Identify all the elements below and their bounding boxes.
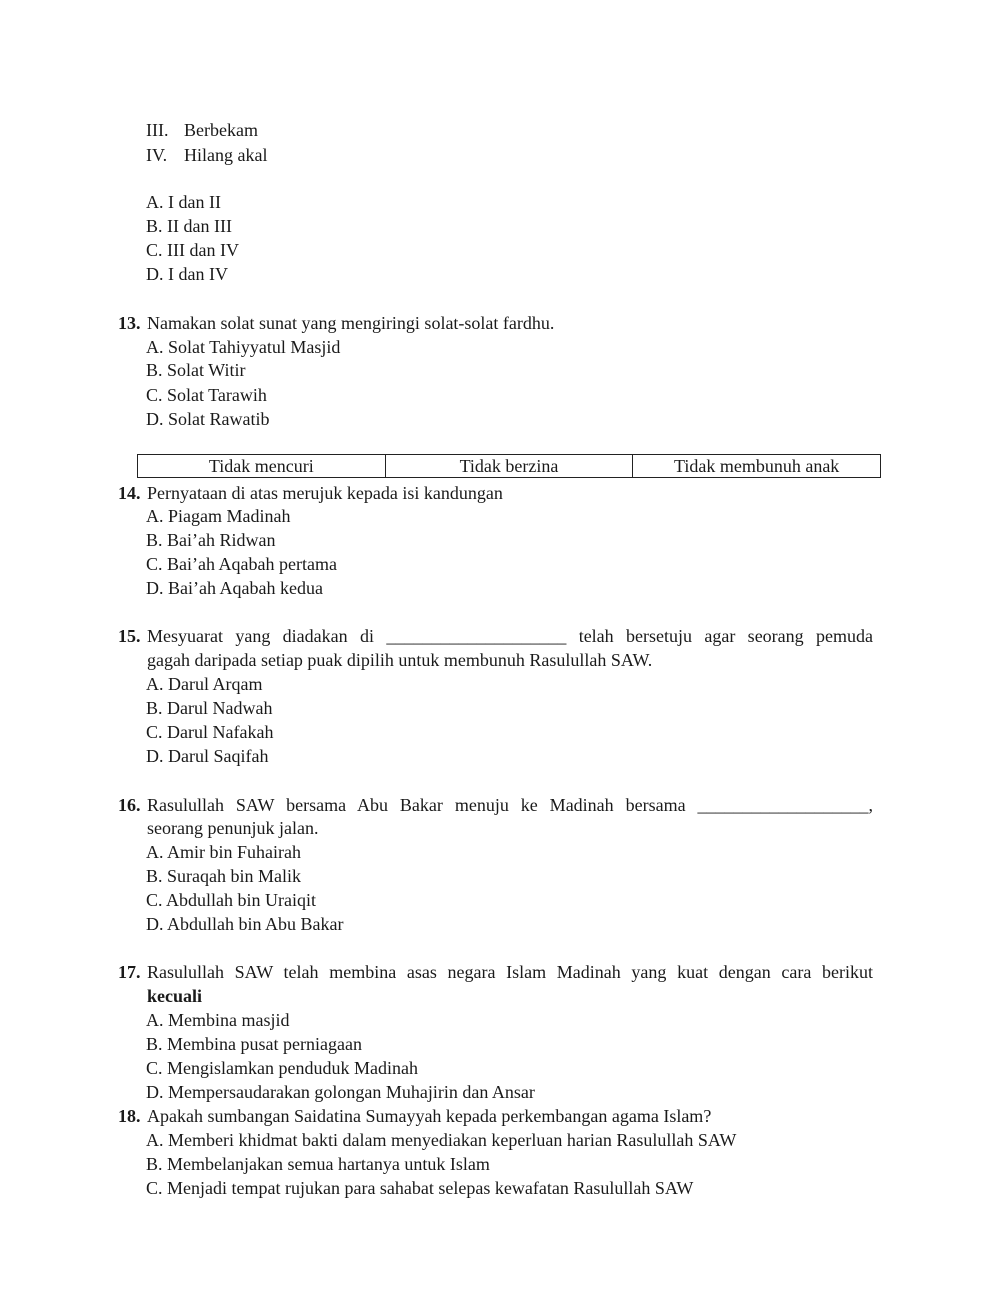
q16-text-line1: Rasulullah SAW bersama Abu Bakar menuju ke Madinah bersama ___________________, [147,795,873,815]
q14-number: 14. [118,483,141,503]
q17-option-b: B. Membina pusat perniagaan [146,1034,362,1054]
q17-number: 17. [118,962,141,982]
table-cell: Tidak membunuh anak [633,455,881,478]
q16-option-a: A. Amir bin Fuhairah [146,842,301,862]
q15-option-b: B. Darul Nadwah [146,698,273,718]
q13-text: Namakan solat sunat yang mengiringi solat-solat fardhu. [147,313,555,333]
q13-option-d: D. Solat Rawatib [146,409,270,429]
q15-option-a: A. Darul Arqam [146,674,263,694]
q15-option-d: D. Darul Saqifah [146,746,269,766]
table-row [138,455,881,478]
q16-number: 16. [118,795,141,815]
q14-text: Pernyataan di atas merujuk kepada isi kandungan [147,483,503,503]
q12-option-b: B. II dan III [146,216,232,236]
q13-option-a: A. Solat Tahiyyatul Masjid [146,337,341,357]
q15-number: 15. [118,626,141,646]
q17-option-d: D. Mempersaudarakan golongan Muhajirin dan Ansar [146,1082,535,1102]
q15-text-line2: gagah daripada setiap puak dipilih untuk membunuh Rasulullah SAW. [147,650,653,670]
q15-option-c: C. Darul Nafakah [146,722,274,742]
q18-option-a: A. Memberi khidmat bakti dalam menyediakan keperluan harian Rasulullah SAW [146,1130,737,1150]
q17-text-line1: Rasulullah SAW telah membina asas negara Islam Madinah yang kuat dengan cara berikut [147,962,873,982]
roman-item-iv: IV. Hilang akal [146,145,268,165]
q18-text: Apakah sumbangan Saidatina Sumayyah kepada perkembangan agama Islam? [147,1106,712,1126]
q15-text-line1: Mesyuarat yang diadakan di ____________________ telah bersetuju agar seorang pemuda [147,626,873,646]
q13-option-c: C. Solat Tarawih [146,385,267,405]
q14-option-b: B. Bai’ah Ridwan [146,530,276,550]
table-cell: Tidak mencuri [138,455,386,478]
q12-option-c: C. III dan IV [146,240,239,260]
q17-option-a: A. Membina masjid [146,1010,290,1030]
q14-option-c: C. Bai’ah Aqabah pertama [146,554,337,574]
q18-option-b: B. Membelanjakan semua hartanya untuk Islam [146,1154,490,1174]
q16-option-b: B. Suraqah bin Malik [146,866,301,886]
q17-text-line2: kecuali [147,986,203,1006]
q16-option-c: C. Abdullah bin Uraiqit [146,890,316,910]
q13-number: 13. [118,313,141,333]
roman-item-iii: III. Berbekam [146,120,258,140]
q13-option-b: B. Solat Witir [146,360,246,380]
q17-option-c: C. Mengislamkan penduduk Madinah [146,1058,418,1078]
q12-option-d: D. I dan IV [146,264,228,284]
table-cell: Tidak berzina [385,455,633,478]
q18-option-c: C. Menjadi tempat rujukan para sahabat selepas kewafatan Rasulullah SAW [146,1178,694,1198]
q16-text-line2: seorang penunjuk jalan. [147,818,319,838]
q14-option-d: D. Bai’ah Aqabah kedua [146,578,323,598]
q18-number: 18. [118,1106,141,1126]
q14-option-a: A. Piagam Madinah [146,506,291,526]
q16-option-d: D. Abdullah bin Abu Bakar [146,914,344,934]
statement-table [137,454,881,478]
q12-option-a: A. I dan II [146,192,221,212]
